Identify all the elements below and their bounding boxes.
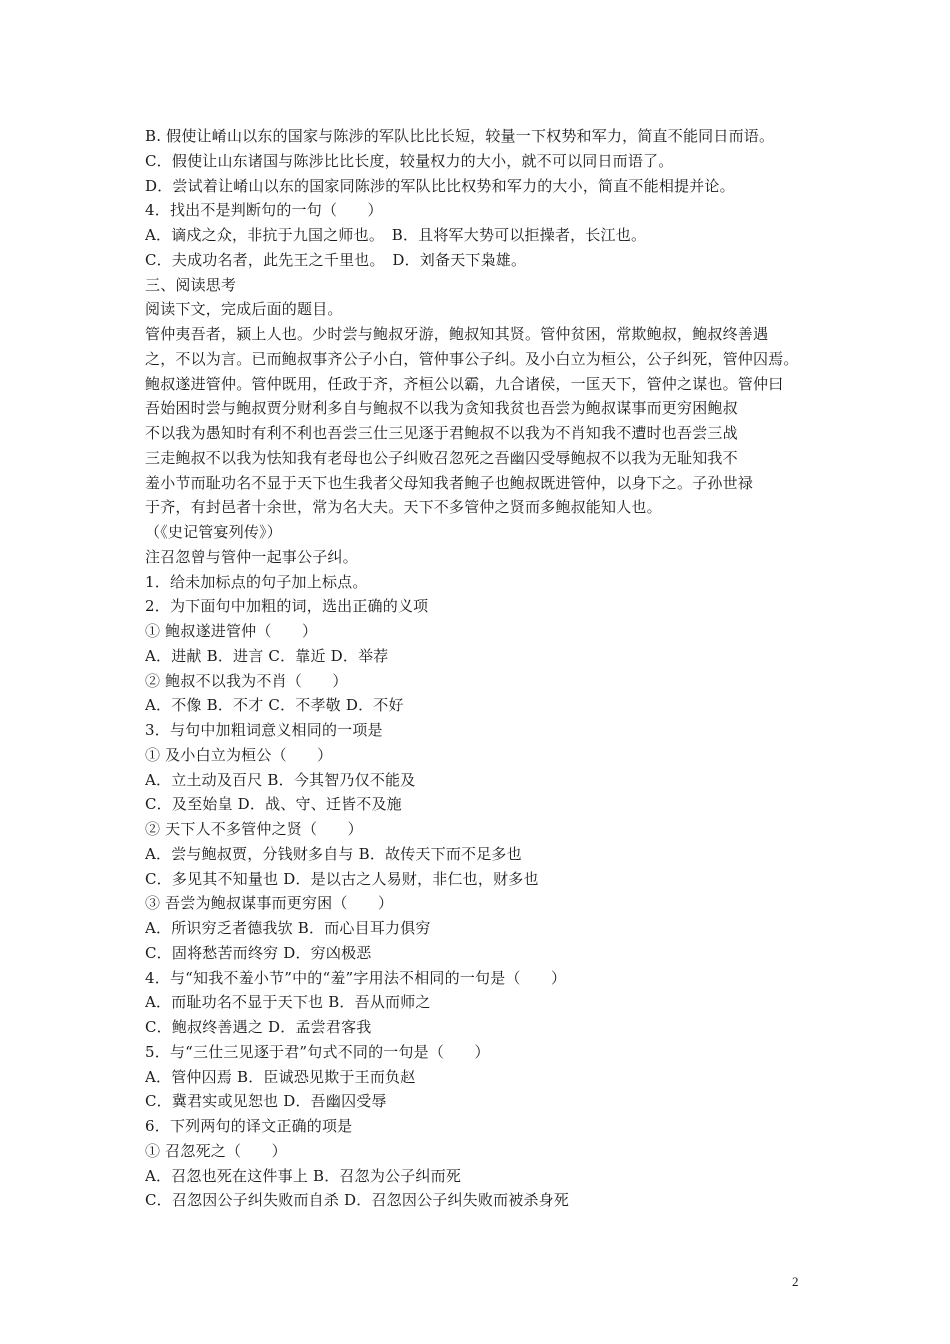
passage-line: 鲍叔遂进管仲。管仲既用，任政于齐，齐桓公以霸，九合诸侯，一匡天下，管仲之谋也。管仲曰 bbox=[145, 374, 784, 393]
passage-line: 不以我为愚知时有利不利也吾尝三仕三见逐于君鲍叔不以我为不肖知我不遭时也吾尝三战 bbox=[145, 424, 738, 442]
option-line: A．尝与鲍叔贾，分钱财多自与 B．故传天下而不足多也 bbox=[145, 844, 522, 863]
option-line: A．而耻功名不显于天下也 B．吾从而师之 bbox=[145, 993, 431, 1012]
passage-line: 管仲夷吾者，颍上人也。少时尝与鲍叔牙游，鲍叔知其贤。管仲贫困，常欺鲍叔，鲍叔终善遇 bbox=[145, 325, 769, 343]
option-line: C．夫成功名者，此先王之千里也。 D．刘备天下枭雄。 bbox=[145, 250, 527, 269]
section-heading: 三、阅读思考 bbox=[145, 275, 237, 294]
text-line: B. 假使让崤山以东的国家与陈涉的军队比比长短，较量一下权势和军力，简直不能同日而语。 bbox=[145, 127, 775, 145]
question-line: 2．为下面句中加粗的词，选出正确的义项 bbox=[145, 597, 429, 616]
option-line: C．固将愁苦而终穷 D．穷凶极恶 bbox=[145, 943, 372, 962]
option-line: A．谪戍之众，非抗于九国之师也。 B．且将军大势可以拒操者，长江也。 bbox=[145, 226, 647, 244]
option-line: C．召忽因公子纠失败而自杀 D．召忽因公子纠失败而被杀身死 bbox=[145, 1191, 570, 1210]
sub-question-line: ① 及小白立为桓公（ ） bbox=[145, 745, 333, 764]
option-line: C．及至始皇 D．战、守、迁皆不及施 bbox=[145, 795, 402, 814]
instruction-line: 阅读下文，完成后面的题目。 bbox=[145, 300, 343, 319]
question-line: 5．与“三仕三见逐于君”句式不同的一句是（ ） bbox=[145, 1042, 490, 1061]
sub-question-line: ① 鲍叔遂进管仲（ ） bbox=[145, 622, 318, 640]
option-line: A．管仲囚焉 B．臣诚恐见欺于王而负赵 bbox=[145, 1067, 416, 1086]
text-line: D．尝试着让崤山以东的国家同陈涉的军队比比权势和军力的大小，简直不能相提并论。 bbox=[145, 176, 735, 195]
passage-line: 之，不以为言。已而鲍叔事齐公子小白，管仲事公子纠。及小白立为桓公，公子纠死，管仲囚焉。 bbox=[145, 349, 799, 368]
sub-question-line: ② 天下人不多管仲之贤（ ） bbox=[145, 820, 363, 838]
passage-line: 三走鲍叔不以我为怯知我有老母也公子纠败召忽死之吾幽囚受辱鲍叔不以我为无耻知我不 bbox=[145, 448, 738, 467]
passage-line: 于齐，有封邑者十余世，常为名大夫。天下不多管仲之贤而多鲍叔能知人也。 bbox=[145, 498, 662, 517]
passage-line: 羞小节而耻功名不显于天下也生我者父母知我者鲍子也鲍叔既进管仲，以身下之。子孙世禄 bbox=[145, 473, 754, 492]
question-line: 4．与“知我不羞小节”中的“羞”字用法不相同的一句是（ ） bbox=[145, 968, 567, 987]
sub-question-line: ① 召忽死之（ ） bbox=[145, 1141, 287, 1160]
option-line: A．立土动及百尺 B．今其智乃仅不能及 bbox=[145, 770, 416, 789]
option-line: C．冀君实或见恕也 D．吾幽囚受辱 bbox=[145, 1092, 387, 1111]
document-body bbox=[145, 124, 835, 1213]
option-line: A．所识穷乏者德我欤 B．而心目耳力俱穷 bbox=[145, 919, 431, 937]
question-line: 4．找出不是判断句的一句（ ） bbox=[145, 201, 383, 220]
option-line: C．多见其不知量也 D．是以古之人易财，非仁也，财多也 bbox=[145, 869, 539, 888]
question-line: 3．与句中加粗词意义相同的一项是 bbox=[145, 721, 383, 739]
sub-question-line: ② 鲍叔不以我为不肖（ ） bbox=[145, 671, 348, 690]
passage-line: 吾始困时尝与鲍叔贾分财利多自与鲍叔不以我为贪知我贫也吾尝为鲍叔谋事而更穷困鲍叔 bbox=[145, 399, 738, 418]
option-line: A．不像 B．不才 C．不孝敬 D．不好 bbox=[145, 696, 404, 715]
option-line: C．鲍叔终善遇之 D．孟尝君客我 bbox=[145, 1018, 372, 1036]
source-citation: （《史记管宴列传》） bbox=[145, 523, 283, 541]
page-number: 2 bbox=[792, 1274, 799, 1289]
question-line: 6．下列两句的译文正确的项是 bbox=[145, 1117, 353, 1135]
option-line: A．召忽也死在这件事上 B．召忽为公子纠而死 bbox=[145, 1166, 462, 1185]
text-line: C．假使让山东诸国与陈涉比比长度，较量权力的大小，就不可以同日而语了。 bbox=[145, 151, 674, 170]
sub-question-line: ③ 吾尝为鲍叔谋事而更穷困（ ） bbox=[145, 894, 394, 913]
option-line: A．进献 B．进言 C．靠近 D．举荐 bbox=[145, 646, 389, 665]
note-line: 注召忽曾与管仲一起事公子纠。 bbox=[145, 547, 358, 566]
question-line: 1．给未加标点的句子加上标点。 bbox=[145, 572, 368, 591]
